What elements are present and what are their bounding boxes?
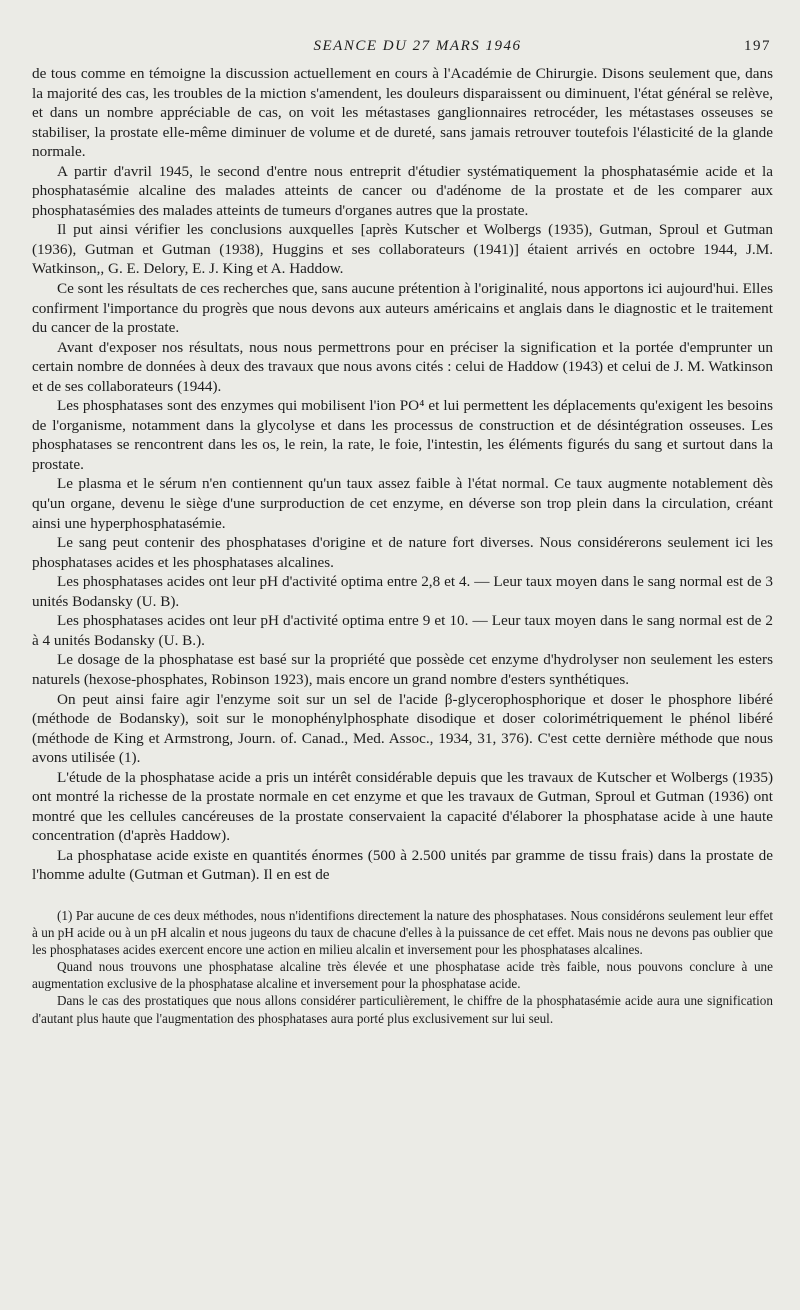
footnote: (1) Par aucune de ces deux méthodes, nous n'identifions directement la nature des phosphatases. Nous considérons seulement leur effet à un pH acide ou à un pH alcalin et nous jugeons du taux de chacune d'elles à la puissance de cet effet. Mais nous ne devons pas oublier que les phosphatases acides exercent encore une action en milieu alcalin et inversement pour les phosphatases alcalines. xyxy=(32,907,773,958)
paragraph: Ce sont les résultats de ces recherches que, sans aucune prétention à l'originalité, nous apportons ici aujourd'hui. Elles confirment l'importance du progrès que nous devons aux auteurs américains et anglais dans le diagnostic et le traitement du cancer de la prostate. xyxy=(32,280,773,337)
paragraph: Les phosphatases sont des enzymes qui mobilisent l'ion PO⁴ et lui permettent les déplacements qu'exigent les besoins de l'organisme, notamment dans la glycolyse et dans les processus de construction et de désintégration osseuses. Les phosphatases se rencontrent dans les os, le rein, la rate, le foie, l'intestin, les éléments figurés du sang et surtout dans la prostate. xyxy=(32,397,773,473)
paragraph: Le plasma et le sérum n'en contiennent qu'un taux assez faible à l'état normal. Ce taux augmente notablement dès qu'un organe, devenu le siège d'une surproduction de cet enzyme, en déverse son trop plein dans la circulation, créant ainsi une hyperphosphatasémie. xyxy=(32,475,773,532)
page-number: 197 xyxy=(744,38,771,54)
footnote: Quand nous trouvons une phosphatase alcaline très élevée et une phosphatase acide très faible, nous pouvons conclure à une augmentation exclusive de la phosphatase alcaline et inversement pour la phosphatase acide. xyxy=(32,959,773,992)
paragraph: Le sang peut contenir des phosphatases d'origine et de nature fort diverses. Nous considérerons seulement ici les phosphatases acides et les phosphatases alcalines. xyxy=(32,534,773,571)
paragraph: Les phosphatases acides ont leur pH d'activité optima entre 9 et 10. — Leur taux moyen dans le sang normal est de 2 à 4 unités Bodansky (U. B.). xyxy=(32,612,773,649)
paragraph: Les phosphatases acides ont leur pH d'activité optima entre 2,8 et 4. — Leur taux moyen dans le sang normal est de 3 unités Bodansky (U. B). xyxy=(32,573,773,610)
paragraph: de tous comme en témoigne la discussion actuellement en cours à l'Académie de Chirurgie. Disons seulement que, dans la majorité des cas, les troubles de la miction s'amendent, les douleurs disparaissent ou diminuent, l'état général se relève, et dans un nombre appréciable de cas, on voit les métastases ganglionnaires retrocéder, les métastases osseuses se stabiliser, la prostate elle-même diminuer de volume et de dureté, sans jamais retrouver toutefois l'élasticité de la glande normale. xyxy=(32,65,773,161)
body-text xyxy=(32,64,773,885)
footnote: Dans le cas des prostatiques que nous allons considérer particulièrement, le chiffre de la phosphatasémie acide aura une signification d'autant plus haute que l'augmentation des phosphatases aura porté plus exclusivement sur lui seul. xyxy=(32,993,773,1026)
paragraph: La phosphatase acide existe en quantités énormes (500 à 2.500 unités par gramme de tissu frais) dans la prostate de l'homme adulte (Gutman et Gutman). Il en est de xyxy=(32,846,773,884)
paragraph: Il put ainsi vérifier les conclusions auxquelles [après Kutscher et Wolbergs (1935), Gutman, Sproul et Gutman (1936), Gutman et Gutman (1938), Huggins et ses collaborateurs (1941)] étaient arrivés en octobre 1944, J.M. Watkinson,, G. E. Delory, E. J. King et A. Haddow. xyxy=(32,221,773,278)
paragraph: L'étude de la phosphatase acide a pris un intérêt considérable depuis que les travaux de Kutscher et Wolbergs (1935) ont montré la richesse de la prostate normale en cet enzyme et que les travaux de Gutman, Sproul et Gutman (1936) ont montré que les cellules cancéreuses de la prostate conservaient la capacité d'élaborer la phosphatase acide à une haute concentration (d'après Haddow). xyxy=(32,768,773,845)
paragraph: Avant d'exposer nos résultats, nous nous permettrons pour en préciser la signification et la portée d'emprunter un certain nombre de données à deux des travaux que nous avons cités : celui de Haddow (1943) et celui de J. M. Watkinson et de ses collaborateurs (1944). xyxy=(32,338,773,395)
paragraph: Le dosage de la phosphatase est basé sur la propriété que possède cet enzyme d'hydrolyser non seulement les esters naturels (hexose-phosphates, Robinson 1923), mais encore un grand nombre d'esters synthétiques. xyxy=(32,651,773,688)
paragraph: On peut ainsi faire agir l'enzyme soit sur un sel de l'acide β-glycerophosphorique et doser le phosphore libéré (méthode de Bodansky), soit sur le monophénylphosphate disodique et doser colorimétriquement le phénol libéré (méthode de King et Armstrong, Journ. of. Canad., Med. Assoc., 1934, 31, 376). C'est cette dernière méthode que nous avons utilisée (1). xyxy=(32,690,773,767)
running-header xyxy=(32,34,773,64)
footnotes xyxy=(32,907,773,1027)
running-title: SEANCE DU 27 MARS 1946 xyxy=(313,38,522,54)
paragraph: A partir d'avril 1945, le second d'entre nous entreprit d'étudier systématiquement la phosphatasémie acide et la phosphatasémie alcaline des malades atteints de cancer ou d'adénome de la prostate et de les comparer aux phosphatasémies des malades atteints de tumeurs d'organes autres que la prostate. xyxy=(32,162,773,219)
